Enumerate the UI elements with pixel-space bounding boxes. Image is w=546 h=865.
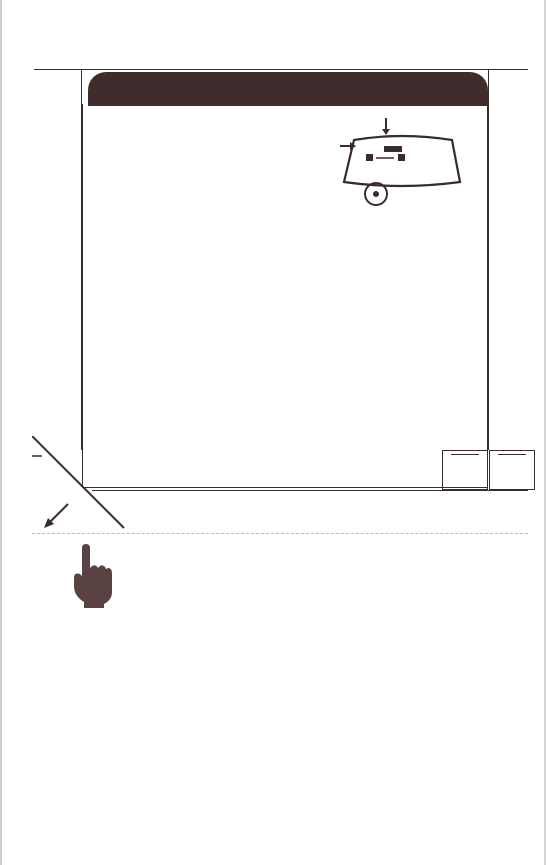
tear-line (32, 533, 528, 534)
peel-arrow-icon (42, 500, 72, 530)
dez-1-year (451, 454, 479, 455)
top-day-row (34, 34, 528, 70)
dez-2-year (498, 454, 526, 455)
bottom-month-row (92, 490, 528, 532)
revenue-banner (88, 72, 488, 106)
hand-pointer-icon (70, 544, 114, 610)
right-day-column (488, 70, 536, 450)
barcode (140, 742, 442, 812)
left-day-column (34, 70, 82, 450)
dez-box-2 (489, 450, 535, 490)
windscreen-icon (338, 112, 464, 210)
dez-box-1 (442, 450, 488, 490)
